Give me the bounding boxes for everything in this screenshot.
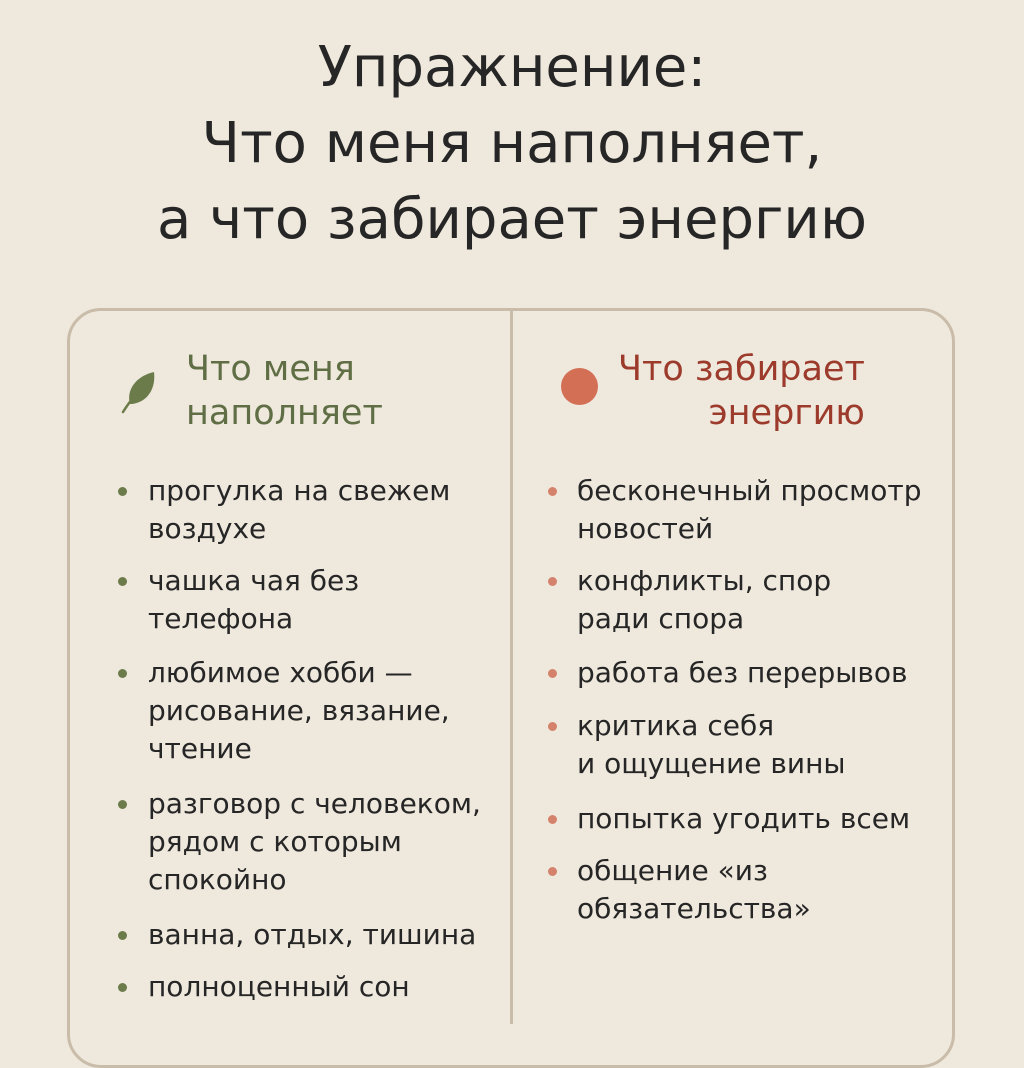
title-line-1: Упражнение: bbox=[317, 35, 707, 100]
bullet-icon bbox=[118, 669, 127, 678]
right-heading-line-2: энергию bbox=[708, 393, 865, 433]
list-item-line: телефона bbox=[148, 602, 294, 635]
left-heading-line-2: наполняет bbox=[186, 393, 383, 433]
title-line-3: а что забирает энергию bbox=[157, 187, 867, 252]
right-column-heading bbox=[618, 347, 865, 435]
left-list-item bbox=[148, 785, 481, 899]
bullet-icon bbox=[548, 577, 557, 586]
right-list-item bbox=[577, 654, 908, 692]
column-divider bbox=[510, 310, 513, 1024]
right-list-item bbox=[577, 707, 846, 783]
bullet-icon bbox=[548, 815, 557, 824]
list-item-line: чашка чая без bbox=[148, 564, 360, 597]
right-list-item bbox=[577, 562, 831, 638]
bullet-icon bbox=[118, 983, 127, 992]
bullet-icon bbox=[548, 487, 557, 496]
list-item-line: попытка угодить всем bbox=[577, 802, 911, 835]
list-item-line: разговор с человеком, bbox=[148, 787, 481, 820]
list-item-line: рядом с которым bbox=[148, 825, 402, 858]
list-item-line: обязательства» bbox=[577, 892, 811, 925]
left-list-item bbox=[148, 968, 410, 1006]
list-item-line: общение «из bbox=[577, 854, 768, 887]
bullet-icon bbox=[548, 722, 557, 731]
left-list-item bbox=[148, 472, 450, 548]
list-item-line: новостей bbox=[577, 512, 714, 545]
bullet-icon bbox=[548, 669, 557, 678]
list-item-line: бесконечный просмотр bbox=[577, 474, 922, 507]
leaf-icon bbox=[118, 368, 160, 414]
left-list-item bbox=[148, 562, 359, 638]
bullet-icon bbox=[548, 867, 557, 876]
list-item-line: воздухе bbox=[148, 512, 267, 545]
circle-icon bbox=[561, 368, 598, 405]
list-item-line: полноценный сон bbox=[148, 970, 410, 1003]
list-item-line: любимое хобби — bbox=[148, 656, 413, 689]
right-heading-line-1: Что забирает bbox=[618, 349, 865, 389]
list-item-line: критика себя bbox=[577, 709, 775, 742]
list-item-line: работа без перерывов bbox=[577, 656, 908, 689]
list-item-line: ванна, отдых, тишина bbox=[148, 918, 477, 951]
left-list-item bbox=[148, 916, 476, 954]
list-item-line: спокойно bbox=[148, 863, 287, 896]
left-heading-line-1: Что меня bbox=[186, 349, 355, 389]
page-title bbox=[0, 30, 1024, 258]
bullet-icon bbox=[118, 577, 127, 586]
list-item-line: конфликты, спор bbox=[577, 564, 832, 597]
list-item-line: чтение bbox=[148, 732, 252, 765]
title-line-2: Что меня наполняет, bbox=[201, 111, 823, 176]
left-list-item bbox=[148, 654, 450, 768]
list-item-line: и ощущение вины bbox=[577, 747, 846, 780]
right-list-item bbox=[577, 852, 811, 928]
bullet-icon bbox=[118, 800, 127, 809]
left-column-heading bbox=[186, 347, 383, 435]
right-list-item bbox=[577, 800, 910, 838]
right-list-item bbox=[577, 472, 921, 548]
bullet-icon bbox=[118, 931, 127, 940]
list-item-line: рисование, вязание, bbox=[148, 694, 450, 727]
bullet-icon bbox=[118, 487, 127, 496]
list-item-line: прогулка на свежем bbox=[148, 474, 451, 507]
list-item-line: ради спора bbox=[577, 602, 745, 635]
